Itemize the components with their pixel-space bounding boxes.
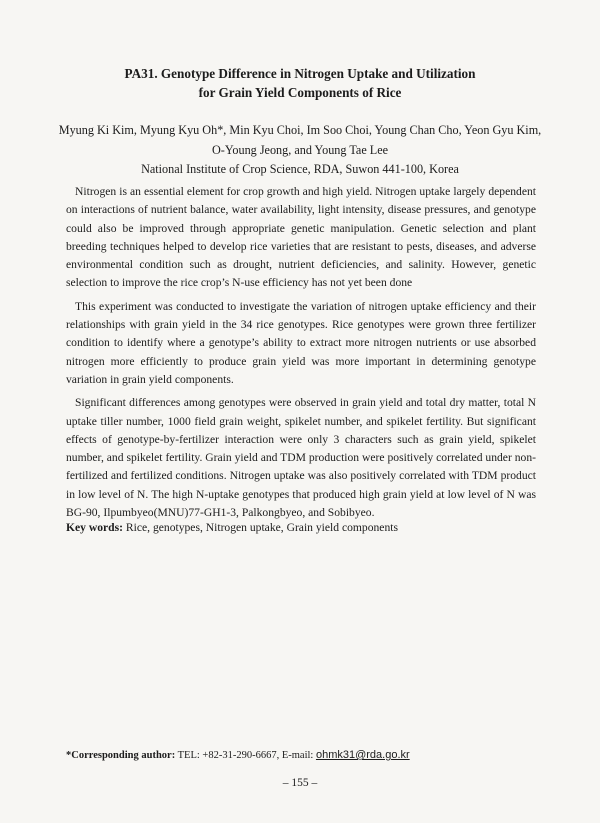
affiliation: National Institute of Crop Science, RDA, Suwon 441-100, Korea — [141, 162, 459, 176]
paper-title — [40, 64, 560, 102]
authors-line-1: Myung Ki Kim, Myung Kyu Oh*, Min Kyu Choi, Im Soo Choi, Young Chan Cho, Yeon Gyu Kim, — [58, 123, 542, 137]
keywords-text: Rice, genotypes, Nitrogen uptake, Grain yield components — [125, 521, 398, 534]
footnote-label: *Corresponding author: — [66, 750, 176, 761]
keywords — [66, 521, 398, 534]
abstract-paragraph-1: Nitrogen is an essential element for crop growth and high yield. Nitrogen uptake largely dependent on interactions of nutrient balance, water availability, light intensity, disease pressures, and genotype could also be improved through appropriate genetic manipulation. Genetic selection and plant breeding techniques helped to develop rice varieties that are resistant to pests, diseases, and adverse environmental condition such as drought, nutrient deficiencies, and salinity. However, genetic selection to improve the rice crop’s N-use efficiency has not yet been done — [66, 185, 536, 290]
footnote-text: TEL: +82-31-290-6667, E-mail: — [177, 750, 314, 761]
keywords-label: Key words: — [66, 521, 123, 534]
title-line-2: for Grain Yield Components of Rice — [198, 85, 402, 100]
corresponding-author-footnote — [66, 749, 410, 761]
author-block — [40, 121, 560, 180]
title-line-1: PA31. Genotype Difference in Nitrogen Uptake and Utilization — [124, 66, 476, 81]
page-number: – 155 – — [282, 777, 318, 789]
abstract — [66, 183, 536, 527]
email-link[interactable]: ohmk31@rda.go.kr — [315, 749, 410, 761]
abstract-paragraph-2: This experiment was conducted to investigate the variation of nitrogen uptake efficiency and their relationships with grain yield in the 34 rice genotypes. Rice genotypes were grown three fertilizer condition to identify where a genotype’s ability to extract more nitrogen nutrients or use absorbed nitrogen more efficiently to produce grain yield was more important in determining genotype variation in grain yield components. — [66, 299, 536, 386]
authors-line-2: O-Young Jeong, and Young Tae Lee — [211, 142, 389, 157]
abstract-paragraph-3: Significant differences among genotypes were observed in grain yield and total dry matter, total N uptake tiller number, 1000 field grain weight, spikelet number, and spikelet fertility. But significant effects of genotype-by-fertilizer interaction were only 3 characters such as grain yield, spikelet number, and spikelet fertility. Grain yield and TDM production were positively correlated under non-fertilized and fertilized conditions. Nitrogen uptake was also positively correlated with TDM product in low level of N. The high N-uptake genotypes that produced high grain yield at low level of N was BG-90, Ilpumbyeo(MNU)77-GH1-3, Palkongbyeo, and Sobibyeo. — [66, 396, 536, 520]
